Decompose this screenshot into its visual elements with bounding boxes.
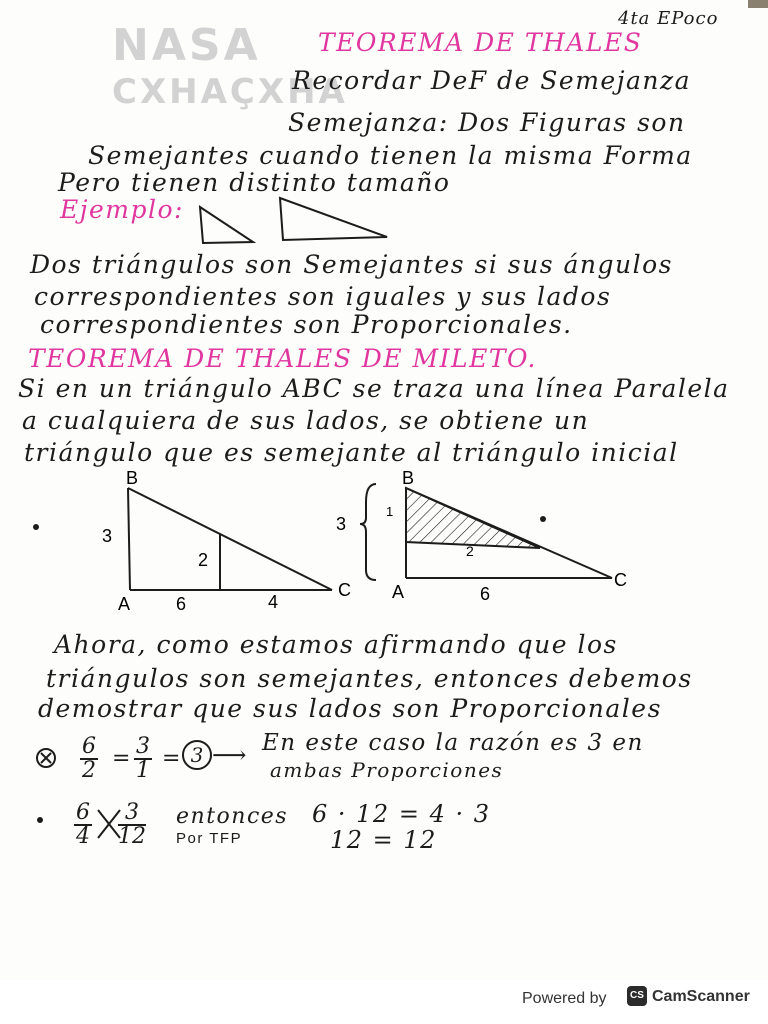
- ratio2-num1: 6: [76, 800, 90, 825]
- ratio1-fraction-1: [80, 736, 98, 782]
- label-base-2: 4: [268, 592, 279, 612]
- conclusion-line-2: triángulos son semejantes, entonces debemos: [46, 664, 693, 693]
- bullet: [33, 524, 39, 530]
- label-small-side: 1: [386, 504, 394, 519]
- page-title: TEOREMA DE THALES: [318, 28, 643, 57]
- side-bc: [128, 488, 332, 590]
- camscanner-brand: CamScanner: [652, 988, 750, 1005]
- ratio2-eq2: 12 = 12: [330, 826, 437, 854]
- ratio1-text-1: En este caso la razón es 3 en: [262, 730, 644, 756]
- brace: [360, 484, 376, 580]
- camscanner-logo-icon: CS: [627, 986, 647, 1006]
- label-brace: 3: [336, 514, 347, 534]
- vertex-a: A: [392, 582, 405, 602]
- vertex-c: C: [338, 580, 351, 600]
- left-triangle-diagram: [20, 462, 370, 622]
- right-triangle-diagram: [330, 462, 640, 622]
- ratio1-equals-1: =: [112, 746, 132, 771]
- dot: [540, 516, 546, 522]
- course-label: 4ta EPoco: [618, 8, 719, 29]
- ratio1-num1: 6: [82, 734, 96, 759]
- bullet: [36, 816, 46, 826]
- arrow-icon: ⟶: [212, 741, 248, 769]
- vertex-b: B: [402, 468, 415, 488]
- label-inner: 2: [466, 543, 474, 559]
- conclusion-line-3: demostrar que sus lados son Proporcionales: [38, 694, 662, 723]
- definition-line-1: Semejanza: Dos Figuras son: [288, 108, 686, 137]
- vertex-a: A: [118, 594, 131, 614]
- similar-line-2: correspondientes son iguales y sus lados: [34, 282, 612, 311]
- ratio1-den2: 1: [136, 758, 150, 783]
- ratio2-fraction-2: [118, 802, 146, 848]
- theorem-line-3: triángulo que es semejante al triángulo inicial: [24, 438, 679, 467]
- theorem-line-1: Si en un triángulo ABC se traza una línea Paralela: [18, 374, 730, 403]
- page-corner: [748, 0, 768, 8]
- theorem-heading: TEOREMA DE THALES DE MILETO.: [28, 344, 538, 373]
- watermark-bottom: CXHAÇXHA: [112, 72, 348, 112]
- vertex-b: B: [126, 468, 139, 488]
- definition-line-3: Pero tienen distinto tamaño: [58, 168, 451, 197]
- ratio2-den1: 4: [76, 824, 90, 849]
- example-label: Ejemplo:: [60, 195, 184, 224]
- label-base-1: 6: [176, 594, 187, 614]
- ratio2-den2: 12: [118, 824, 146, 849]
- ratio1-text-2: ambas Proporciones: [270, 758, 504, 782]
- ratio2-tfp: Por TFP: [176, 830, 243, 847]
- ratio2-eq1: 6 · 12 = 4 · 3: [312, 800, 491, 828]
- label-inner: 2: [198, 550, 209, 570]
- ratio1-equals-2: =: [162, 746, 182, 771]
- watermark-top: NASA: [112, 20, 261, 71]
- theorem-line-2: a cualquiera de sus lados, se obtiene un: [22, 406, 590, 435]
- small-triangle: [200, 207, 253, 243]
- ratio2-num2: 3: [118, 802, 146, 826]
- label-side-ab: 3: [102, 526, 113, 546]
- recall-line: Recordar DeF de Semejanza: [292, 66, 692, 95]
- ratio2-fraction-1: [74, 802, 92, 848]
- large-triangle: [280, 198, 387, 240]
- powered-by-text: Powered by: [522, 990, 607, 1007]
- ratio1-fraction-2: [134, 736, 152, 782]
- ratio1-num2: 3: [136, 734, 150, 759]
- ratio1-den1: 2: [82, 758, 96, 783]
- definition-line-2: Semejantes cuando tienen la misma Forma: [88, 141, 693, 170]
- ratio1-result: 3: [182, 740, 212, 770]
- asterisk-bullet: [32, 746, 62, 770]
- side-ab: [128, 488, 130, 590]
- vertex-c: C: [614, 570, 627, 590]
- similar-line-1: Dos triángulos son Semejantes si sus ángulos: [30, 250, 673, 279]
- similar-line-3: correspondientes son Proporcionales.: [40, 310, 573, 339]
- label-base: 6: [480, 584, 491, 604]
- conclusion-line-1: Ahora, como estamos afirmando que los: [54, 630, 618, 659]
- example-triangles: [195, 195, 395, 250]
- ratio2-then: entonces: [176, 804, 289, 829]
